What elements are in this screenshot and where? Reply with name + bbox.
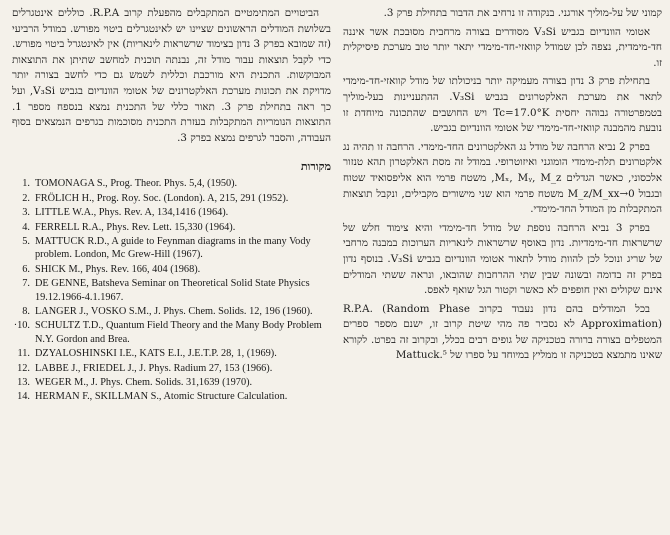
reference-number: 3. bbox=[22, 207, 30, 219]
reference-item bbox=[12, 177, 331, 190]
reference-number: 8. bbox=[22, 306, 30, 317]
reference-item bbox=[12, 305, 331, 318]
reference-text: LITTLE W.A., Phys. Rev. A, 134,1416 (1964). bbox=[35, 207, 229, 219]
paragraph: אטומי הוונדיום בגביש V₃Si מסודרים בצורה מרחבית מסוּבכת אשר איננה חד-מימדית, נצפה לכן שמודל קוואזי-חד-מימדי יתאר יותר טוב מערכת פיסיקלית זו. bbox=[343, 25, 662, 69]
reference-number: 4. bbox=[22, 221, 30, 233]
reference-item bbox=[12, 192, 331, 205]
references-title: מקורות bbox=[300, 160, 331, 174]
left-column bbox=[12, 6, 331, 529]
paragraph: קמוני של על-מוליך אורגני. בנקודה זו נרחיב את הדבור בתחילת פרק 3. bbox=[383, 7, 662, 19]
paragraph: בתחילת פרק 3 נדון בצורה מעמיקה יותר בניכולתו של מודל קוואזי-חד-מימדי לתאר את מערכת האלקטרונים בגביש V₃Si. ההתעניינות בעל-מוליך בטמפרטורה גבוהה יחסית Tc=17.0°K ויש החושבים שהתכונה מיוחדת זו נובעת מהמבנה קוואזי-חד-מימדי של אטומי הוונדיום בגביש. bbox=[343, 75, 662, 135]
reference-text: FRÖLICH H., Prog. Roy. Soc. (London). A, 215, 291 (1952). bbox=[35, 192, 289, 204]
reference-item bbox=[12, 347, 331, 360]
reference-number: ·10. bbox=[13, 320, 30, 332]
reference-number: 2. bbox=[22, 192, 30, 204]
reference-text: DE GENNE, Batsheva Seminar on Theoretical Solid State Physics 19.12.1966-4.1.1967. bbox=[35, 278, 310, 303]
reference-text: WEGER M., J. Phys. Chem. Solids. 31,1639 (1970). bbox=[35, 377, 253, 389]
reference-text: SCHULTZ T.D., Quantum Field Theory and the Many Body Problem N.Y. Gordon and Brea. bbox=[35, 320, 322, 345]
reference-item bbox=[12, 263, 331, 276]
paragraph: בפרק 2 נביא הרחבה של מודל נג האלקטרונים החד-מימדי. הרחבה זו תהיה נג אלקטרונים תלת-מימדי הומוגני ואיזוטרופי. במודל זה מסת האלקטרון תהא טנזור אלכסוני, כאשר הגדלים Mₓ, Mᵧ, M_z, משטח פרמי הוא אליפסואיד שטוח ובגבול M_z/M_xx→0 משטח פרמי הוא שני מישורים מקבילים, ונקבל תוצאות המתקבלות מן המודל החד-מימדי. bbox=[343, 140, 662, 216]
paragraph: בכל המודלים בהם נדון נעבוד בקרוב R.P.A. (Random Phase Approximation) לא נסביר פה מהי שיטת קרוב זו, ישנם מספר ספרים המטפלים בצורה ברורה בטכניקה של גופים רבים בכלל, ובקרוב זה בפרט. לקורא שאינו מתמצא בטכניקה זו ממליץ במיוחד על ספרו של Mattuck.⁵ bbox=[343, 302, 662, 362]
reference-text: HERMAN F., SKILLMAN S., Atomic Structure Calculation. bbox=[35, 391, 288, 403]
reference-number: 12. bbox=[17, 362, 30, 374]
reference-item bbox=[12, 390, 331, 403]
reference-number: 11. bbox=[17, 348, 30, 360]
reference-number: 6. bbox=[22, 263, 30, 275]
reference-item bbox=[12, 277, 331, 304]
reference-item bbox=[12, 235, 331, 262]
reference-text: TOMONAGA S., Prog. Theor. Phys. 5,4, (1950). bbox=[35, 178, 238, 190]
reference-item bbox=[12, 206, 331, 219]
reference-item bbox=[12, 362, 331, 375]
reference-text: LABBE J., FRIEDEL J., J. Phys. Radium 27, 153 (1966). bbox=[35, 362, 273, 374]
reference-number: 14. bbox=[17, 391, 30, 403]
reference-item bbox=[12, 376, 331, 389]
reference-number: 5. bbox=[22, 235, 30, 247]
paragraph: הביטויים המתימטיים המתקבלים מהפעלת קרוב R.P.A. כוללים אינטגרלים בשלושת המודלים הראשונים שציינו יש לאינטגרלים ביטוי מפורש. במודל הרביעי (זה שמובא בפרק 3 נדון בצימוד שרשראות לינאריות) אין לאינטגרל ביטוי מפורש. כדי לקבל תוצאות עבור מודל זה, נבנתה תוכנית למחשב שתיתן את התוצאות המבוקשות. התכנית היא מורכבת וכללית לשמש גם כדי לחשב בצורה יותר מדויקת את תכונות מערכת האלקטרונים של אטומי הוונדיום בגביש V₃Si, ועל כך ראה בתחילת פרק 3. תאור כללי של התכנית נמצא בנספח מספר 1. התוצאות הנומריות המתקבלות בעזרת התכנית מסוכמות בגרפים הנמצאים בסוף העבודה, והסבר לגרפים נמצא בפרק 3. bbox=[12, 7, 331, 144]
reference-text: MATTUCK R.D., A guide to Feynman diagrams in the many Vody problem. London, Mc Grew-Hill (1967). bbox=[35, 235, 311, 261]
reference-text: FERRELL R.A., Phys. Rev. Lett. 15,330 (1964). bbox=[35, 221, 236, 233]
reference-number: 7. bbox=[22, 278, 30, 290]
paragraph: בפרק 3 נביא הרחבה נוספת של מודל חד-מימדי והיא צימוד חלש של שרשראות חד-מימדיות. נדון באוסף שרשראות לינאריות הערוכות במבנה מרחבי של שריג ונוכל לכן להוות מודל לתאור אטומי הוונדיום בגביש V₃Si. בנוסף נדון בפרק זה בדומה ובשונה שבין שתי ההרחבות שהובאו, ונראה ששתי המודלים אינם שקולים ואין חופפים לא כאשר וקטור הגל שואף לאפס. bbox=[343, 221, 662, 297]
reference-number: 1. bbox=[22, 178, 30, 190]
reference-item bbox=[12, 221, 331, 234]
right-column bbox=[343, 6, 662, 529]
references-list bbox=[12, 177, 331, 404]
reference-text: LANGER J., VOSKO S.M., J. Phys. Chem. Solids. 12, 196 (1960). bbox=[35, 306, 313, 317]
reference-item bbox=[12, 319, 331, 346]
reference-text: SHICK M., Phys. Rev. 166, 404 (1968). bbox=[35, 263, 201, 275]
reference-number: 13. bbox=[17, 377, 30, 389]
reference-text: DZYALOSHINSKI I.E., KATS E.I., J.E.T.P. 28, 1, (1969). bbox=[35, 348, 277, 360]
